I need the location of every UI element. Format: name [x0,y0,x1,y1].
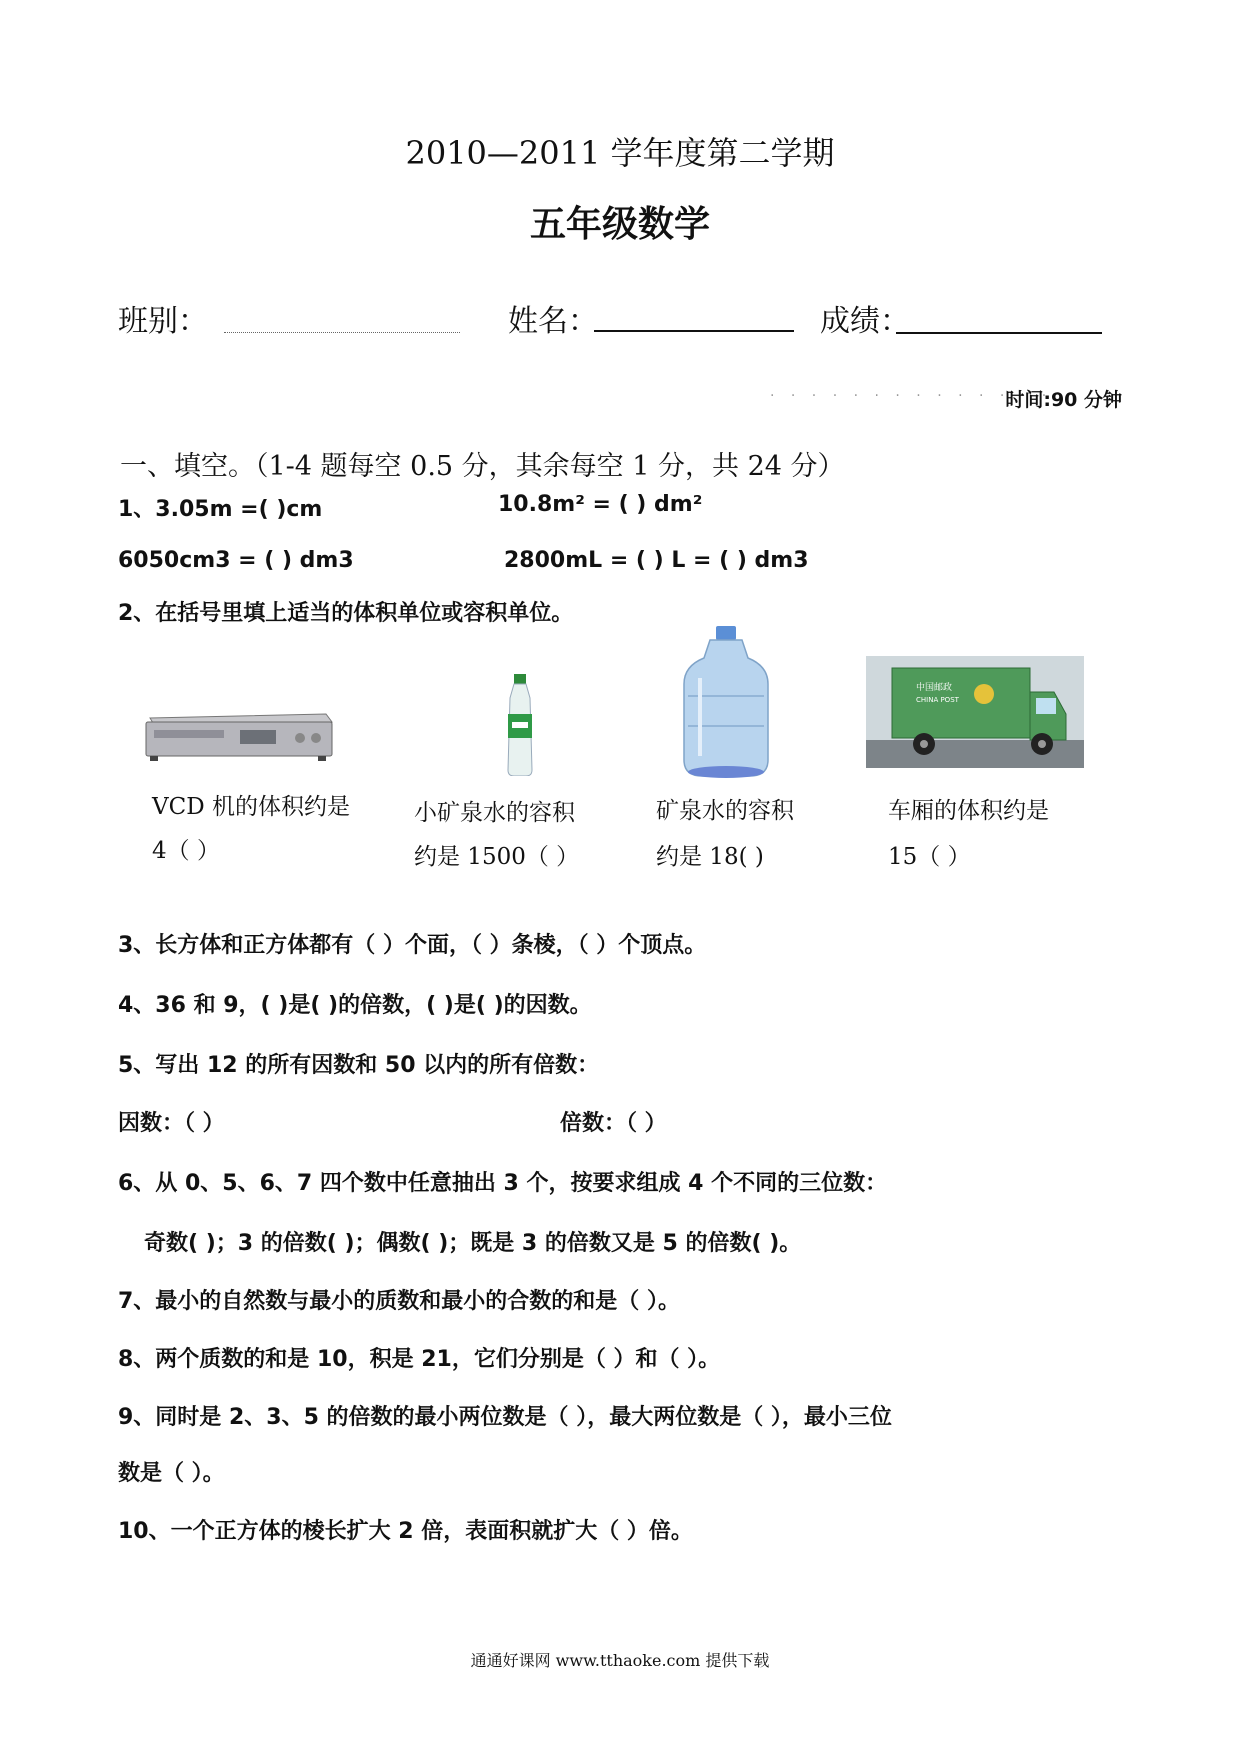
class-blank[interactable] [224,332,460,333]
small-water-bottle-icon [500,674,540,776]
truck-sign-line2: CHINA POST [916,696,959,704]
time-leader-dots: · · · · · · · · · · · · · · [770,388,1053,404]
item3-caption-line1: 矿泉水的容积 [656,798,794,824]
q7-text: 7、最小的自然数与最小的质数和最小的合数的和是（ ）。 [118,1289,680,1314]
q2-text: 2、在括号里填上适当的体积单位或容积单位。 [118,601,574,626]
item2-caption-line1: 小矿泉水的容积 [414,800,575,826]
truck-sign-line1: 中国邮政 [916,683,953,693]
time-limit: 时间:90 分钟 [1005,389,1122,411]
exam-term: 2010—2011 学年度第二学期 [405,134,835,172]
q8-text: 8、两个质数的和是 10，积是 21，它们分别是（ ）和（ ）。 [118,1347,721,1372]
name-label: 姓名： [508,304,598,339]
item2-caption-line2: 约是 1500（ ） [414,844,580,870]
q1-line1-b: 10.8m² = ( ) dm² [498,492,703,517]
water-jug-icon [680,626,772,778]
section-heading: 一、填空。（1-4 题每空 0.5 分，其余每空 1 分，共 24 分） [120,451,845,482]
q5-factor-line: 因数：（ ） [118,1111,225,1136]
q10-text: 10、一个正方体的棱长扩大 2 倍，表面积就扩大（ ）倍。 [118,1519,693,1544]
item4-caption-line1: 车厢的体积约是 [888,798,1049,824]
q9-line2: 数是（ ）。 [118,1461,225,1486]
q1-line1-a: 1、3.05m =( )cm [118,497,323,522]
name-blank[interactable] [594,330,794,332]
q3-text: 3、长方体和正方体都有（ ）个面，（ ）条棱，（ ）个顶点。 [118,933,707,958]
item1-caption-line2: 4（ ） [152,838,220,864]
item3-caption-line2: 约是 18( ) [656,844,764,870]
post-truck-icon [866,656,1084,768]
item1-caption-line1: VCD 机的体积约是 [152,794,350,820]
q5-text: 5、写出 12 的所有因数和 50 以内的所有倍数： [118,1053,600,1078]
score-blank[interactable] [896,332,1102,334]
q6-line2: 奇数( )；3 的倍数( )；偶数( )；既是 3 的倍数又是 5 的倍数( )。 [144,1231,802,1256]
q5-multiple-line: 倍数：（ ） [560,1111,667,1136]
q4-text: 4、36 和 9，( )是( )的倍数，( )是( )的因数。 [118,993,592,1018]
q1-line2-b: 2800mL = ( ) L = ( ) dm3 [504,548,809,573]
class-label: 班别： [118,304,208,339]
score-label: 成绩： [820,304,910,339]
item4-caption-line2: 15（ ） [888,844,971,870]
exam-title: 五年级数学 [529,203,710,245]
q9-text: 9、同时是 2、3、5 的倍数的最小两位数是（ ），最大两位数是（ ），最小三位 [118,1405,892,1430]
q6-text: 6、从 0、5、6、7 四个数中任意抽出 3 个，按要求组成 4 个不同的三位数： [118,1171,888,1196]
vcd-player-icon [140,700,336,766]
q1-line2-a: 6050cm3 = ( ) dm3 [118,548,354,573]
footer-source: 通通好课网 www.tthaoke.com 提供下载 [470,1651,770,1670]
